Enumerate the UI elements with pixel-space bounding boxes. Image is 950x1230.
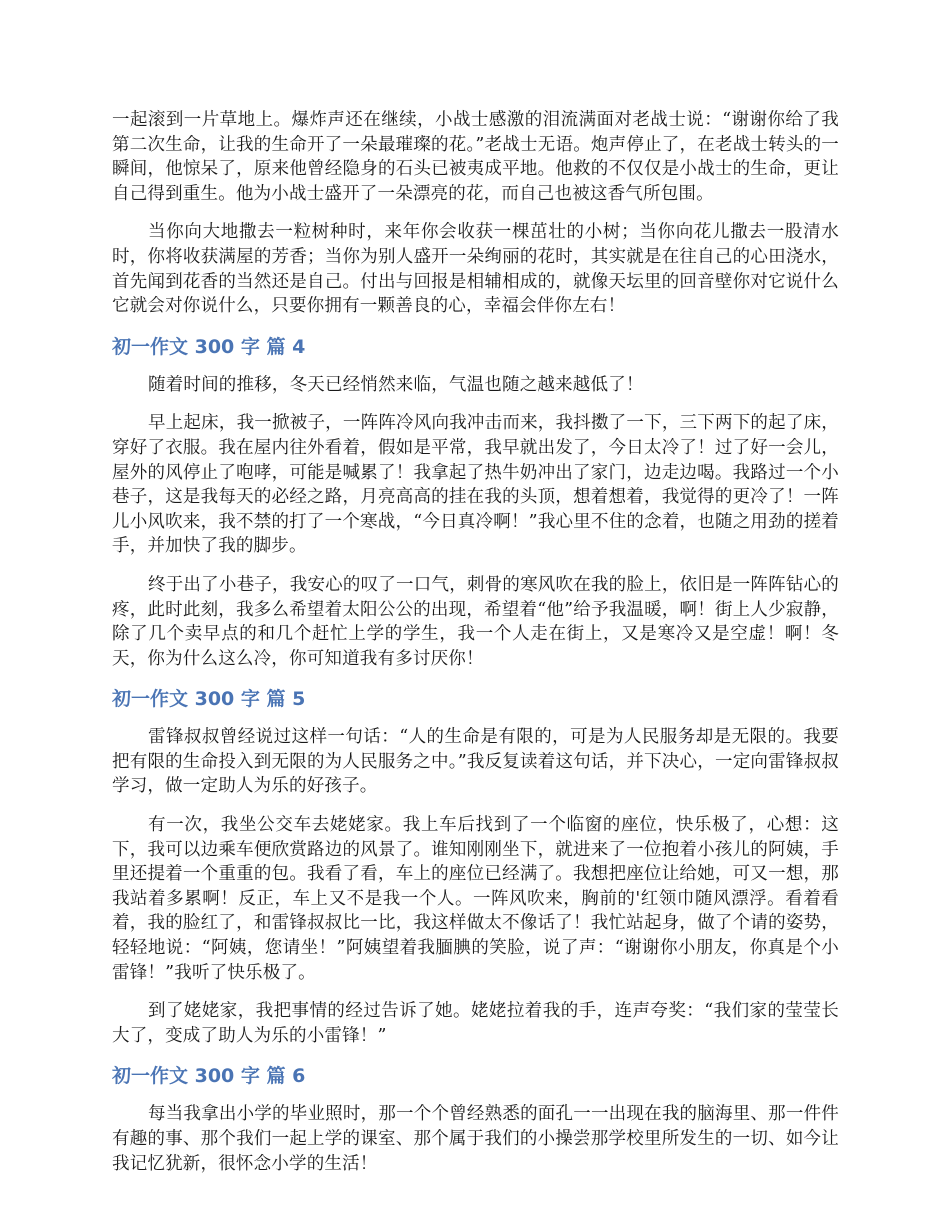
paragraph: 雷锋叔叔曾经说过这样一句话：“人的生命是有限的，可是为人民服务却是无限的。我要把有限的生命投入到无限的为人民服务之中。”我反复读着这句话，并下决心，一定向雷锋叔叔学习，做一定助人为乐的好孩子。 <box>112 727 839 797</box>
section-essay-4 <box>112 333 839 672</box>
document-page <box>112 108 839 1190</box>
paragraph: 当你向大地撒去一粒树种时，来年你会收获一棵茁壮的小树；当你向花儿撒去一股清水时，你将收获满屋的芳香；当你为别人盛开一朵绚丽的花时，其实就是在往自己的心田浇水，首先闻到花香的当然还是自己。付出与回报是相辅相成的，就像天坛里的回音壁你对它说什么它就会对你说什么，只要你拥有一颗善良的心，幸福会伴你左右！ <box>112 222 839 317</box>
paragraph: 一起滚到一片草地上。爆炸声还在继续，小战士感激的泪流满面对老战士说：“谢谢你给了我第二次生命，让我的生命开了一朵最璀璨的花。”老战士无语。炮声停止了，在老战士转头的一瞬间，他惊呆了，原来他曾经隐身的石头已被夷成平地。他救的不仅仅是小战士的生命，更让自己得到重生。他为小战士盛开了一朵漂亮的花，而自己也被这香气所包围。 <box>112 110 839 204</box>
paragraph: 随着时间的推移，冬天已经悄然来临，气温也随之越来越低了！ <box>148 374 644 395</box>
section-essay-6 <box>112 1062 839 1176</box>
paragraph: 到了姥姥家，我把事情的经过告诉了她。姥姥拉着我的手，连声夸奖：“我们家的莹莹长大了，变成了助人为乐的小雷锋！” <box>112 1001 839 1046</box>
paragraph: 每当我拿出小学的毕业照时，那一个个曾经熟悉的面孔一一出现在我的脑海里、那一件件有趣的事、那个我们一起上学的课室、那个属于我们的小操尝那学校里所发生的一切、如今让我记忆犹新，很怀念小学的生活！ <box>112 1104 839 1174</box>
paragraph: 终于出了小巷子，我安心的叹了一口气，刺骨的寒风吹在我的脸上，依旧是一阵阵钻心的疼，此时此刻，我多么希望着太阳公公的出现，希望着“他”给予我温暖，啊！街上人少寂静，除了几个卖早点的和几个赶忙上学的学生，我一个人走在街上，又是寒冷又是空虚！啊！冬天，你为什么这么冷，你可知道我有多讨厌你！ <box>112 574 839 669</box>
paragraph: 有一次，我坐公交车去姥姥家。我上车后找到了一个临窗的座位，快乐极了，心想：这下，我可以边乘车便欣赏路边的风景了。谁知刚刚坐下，就进来了一位抱着小孩儿的阿姨，手里还提着一个重重的包。我看了看，车上的座位已经满了。我想把座位让给她，可又一想，那我站着多累啊！反正，车上又不是我一个人。一阵风吹来，胸前的'红领巾随风漂浮。看着看着，我的脸红了，和雷锋叔叔比一比，我这样做太不像话了！我忙站起身，做了个请的姿势，轻轻地说：“阿姨，您请坐！”阿姨望着我腼腆的笑脸，说了声：“谢谢你小朋友，你真是个小雷锋！”我听了快乐极了。 <box>112 815 839 983</box>
paragraph: 早上起床，我一掀被子，一阵阵冷风向我冲击而来，我抖擞了一下，三下两下的起了床，穿好了衣服。我在屋内往外看着，假如是平常，我早就出发了，今日太冷了！过了好一会儿，屋外的风停止了咆哮，可能是喊累了！我拿起了热牛奶冲出了家门，边走边喝。我路过一个小巷子，这是我每天的必经之路，月亮高高的挂在我的头顶，想着想着，我觉得的更冷了！一阵儿小风吹来，我不禁的打了一个寒战，“今日真冷啊！”我心里不住的念着，也随之用劲的搓着手，并加快了我的脚步。 <box>112 413 839 557</box>
section-heading: 初一作文 300 字 篇 5 <box>112 688 306 711</box>
section-heading: 初一作文 300 字 篇 6 <box>112 1065 306 1088</box>
section-essay-5 <box>112 685 839 1048</box>
section-heading: 初一作文 300 字 篇 4 <box>112 335 306 358</box>
section-continuation <box>112 108 839 319</box>
